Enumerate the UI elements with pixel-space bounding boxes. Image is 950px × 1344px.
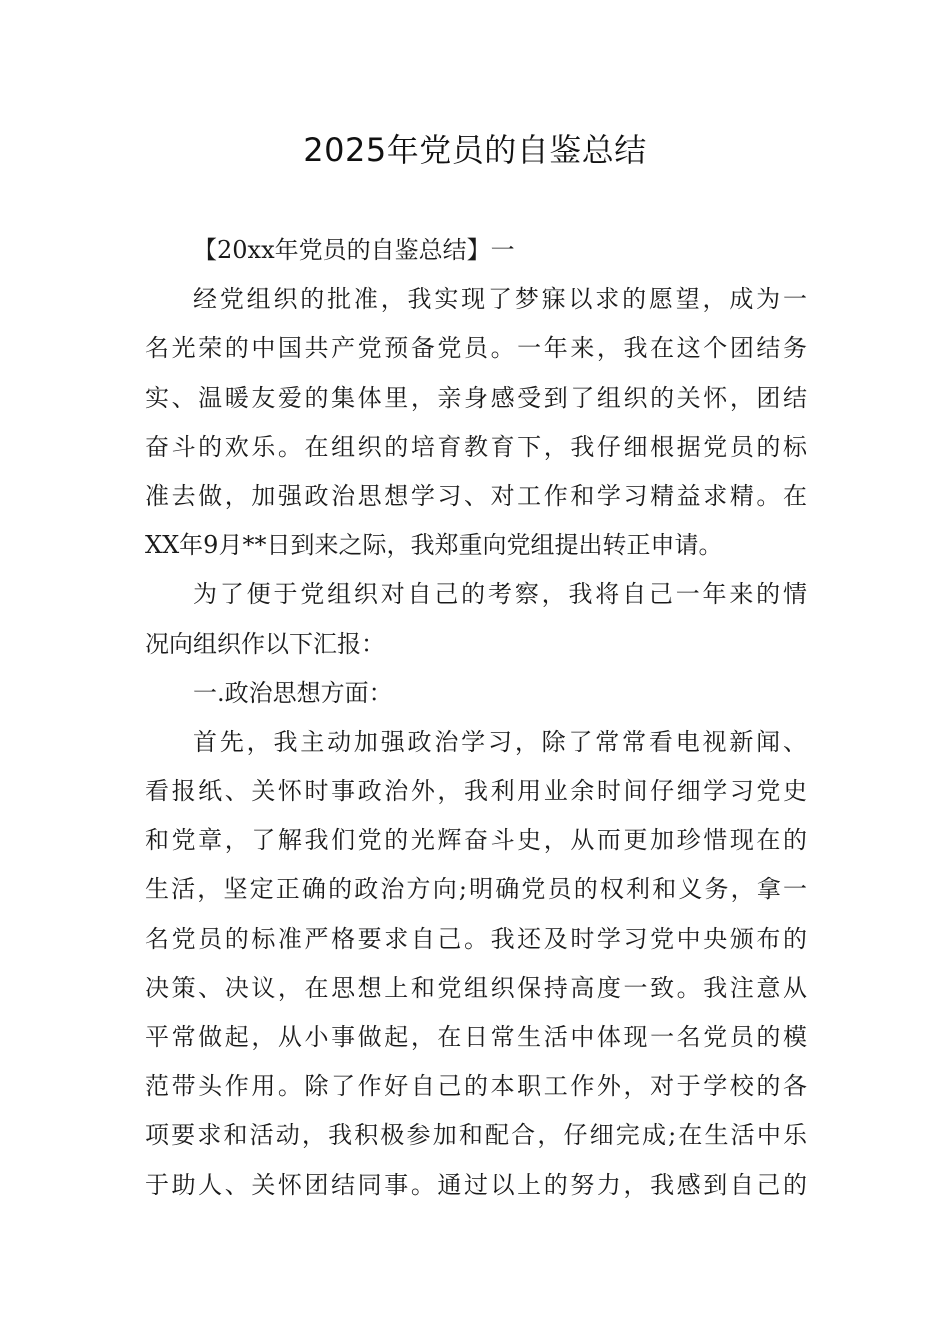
text-line: 为了便于党组织对自己的考察，我将自己一年来的情 (193, 580, 807, 609)
document-body (145, 226, 807, 1210)
text-line: 准去做，加强政治思想学习、对工作和学习精益求精。在 (145, 481, 807, 510)
text-line: 平常做起，从小事做起，在日常生活中体现一名党员的模 (145, 1023, 807, 1051)
text-line: 和党章，了解我们党的光辉奋斗史，从而更加珍惜现在的 (145, 826, 807, 855)
text-line: 奋斗的欢乐。在组织的培育教育下，我仔细根据党员的标 (145, 432, 807, 461)
text-line: 于助人、关怀团结同事。通过以上的努力，我感到自己的 (145, 1170, 807, 1199)
text-line: 决策、决议，在思想上和党组织保持高度一致。我注意从 (145, 973, 807, 1002)
page-title: 2025年党员的自鉴总结 (303, 131, 647, 169)
text-line: 实、温暖友爱的集体里，亲身感受到了组织的关怀，团结 (145, 383, 807, 412)
text-line: XX年9月**日到来之际，我郑重向党组提出转正申请。 (145, 531, 723, 560)
text-line: 名光荣的中国共产党预备党员。一年来，我在这个团结务 (145, 334, 807, 363)
text-line: 项要求和活动，我积极参加和配合，仔细完成;在生活中乐 (145, 1121, 807, 1150)
text-line: 首先，我主动加强政治学习，除了常常看电视新闻、 (193, 727, 807, 756)
text-line: 【20xx年党员的自鉴总结】一 (193, 236, 515, 264)
text-line: 名党员的标准严格要求自己。我还及时学习党中央颁布的 (145, 924, 807, 953)
text-line: 一.政治思想方面： (193, 678, 393, 707)
text-line: 经党组织的批准，我实现了梦寐以求的愿望，成为一 (193, 285, 807, 314)
text-line: 生活，坚定正确的政治方向;明确党员的权利和义务，拿一 (145, 875, 807, 904)
text-line: 范带头作用。除了作好自己的本职工作外，对于学校的各 (145, 1072, 807, 1101)
text-line: 况向组织作以下汇报： (145, 629, 385, 658)
text-line: 看报纸、关怀时事政治外，我利用业余时间仔细学习党史 (145, 777, 807, 806)
